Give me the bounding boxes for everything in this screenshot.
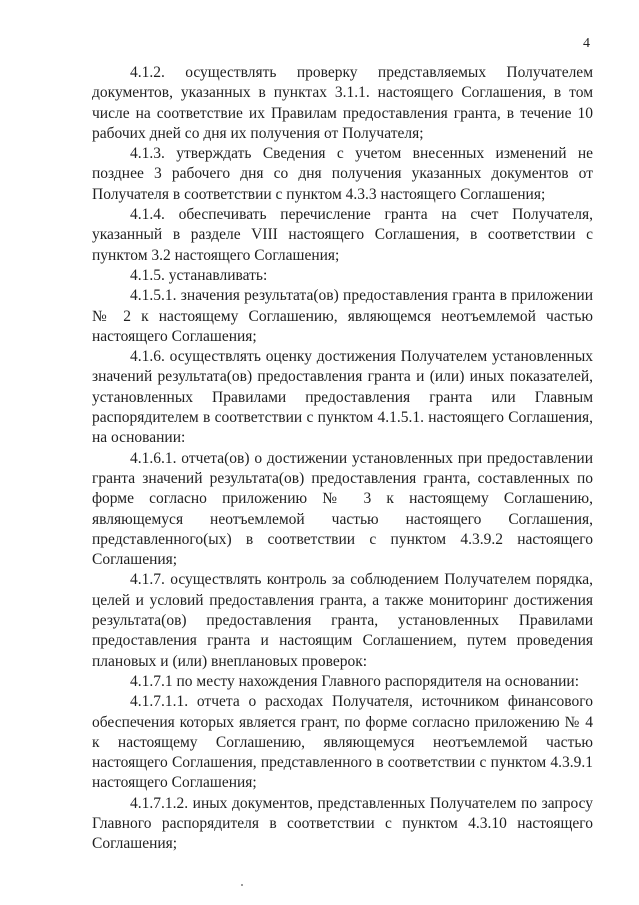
- clause-4-1-5-1: 4.1.5.1. значения результата(ов) предоставления гранта в приложении № 2 к настоящему Соглашению, являющемся неотъемлемой частью настоящего Соглашения;: [92, 287, 593, 345]
- scan-dot: [241, 884, 243, 886]
- clause-4-1-7-1-2: 4.1.7.1.2. иных документов, представленных Получателем по запросу Главного распорядителя в соответствии с пунктом 4.3.10 настоящего Соглашения;: [92, 794, 593, 853]
- clause-4-1-7-1: 4.1.7.1 по месту нахождения Главного распорядителя на основании:: [130, 672, 580, 690]
- page-number: 4: [583, 36, 590, 51]
- clause-4-1-4: 4.1.4. обеспечивать перечисление гранта на счет Получателя, указанный в разделе VIII настоящего Соглашения, в соответствии с пунктом 3.2 настоящего Соглашения;: [92, 206, 593, 264]
- clause-4-1-7: 4.1.7. осуществлять контроль за соблюдением Получателем порядка, целей и условий предоставления гранта, а также мониторинг достижения результата(ов) предоставления гранта, установленных Правилами предоставления гранта и настоящим Соглашением, путем проведения плановых и (или) внеплановых проверок:: [92, 571, 593, 670]
- clause-4-1-6: 4.1.6. осуществлять оценку достижения Получателем установленных значений результата(ов) предоставления гранта и (или) иных показателей, установленных Правилами предоставления гранта или Главным распорядителем в соответствии с пунктом 4.1.5.1. настоящего Соглашения, на основании:: [92, 348, 593, 447]
- clause-4-1-3: 4.1.3. утверждать Сведения с учетом внесенных изменений не позднее 3 рабочего дня со дня получения указанных документов от Получателя в соответствии с пунктом 4.3.3 настоящего Соглашения;: [92, 145, 593, 203]
- document-body: [92, 63, 593, 855]
- clause-4-1-5: 4.1.5. устанавливать:: [130, 266, 268, 284]
- clause-4-1-2: 4.1.2. осуществлять проверку представляемых Получателем документов, указанных в пунктах 3.1.1. настоящего Соглашения, в том числе на соответствие их Правилам предоставления гранта, в течение 10 рабочих дней со дня их получения от Получателя;: [92, 64, 593, 142]
- clause-4-1-6-1: 4.1.6.1. отчета(ов) о достижении установленных при предоставлении гранта значений результата(ов) предоставления гранта, составленных по форме согласно приложению № 3 к настоящему Соглашению, являющемуся неотъемлемой частью настоящего Соглашения, представленного(ых) в соответствии с пунктом 4.3.9.2 настоящего Соглашения;: [92, 449, 593, 569]
- clause-4-1-7-1-1: 4.1.7.1.1. отчета о расходах Получателя, источником финансового обеспечения которых является грант, по форме согласно приложению № 4 к настоящему Соглашению, являющемуся неотъемлемой частью настоящего Соглашения, представленного в соответствии с пунктом 4.3.9.1 настоящего Соглашения;: [92, 693, 593, 792]
